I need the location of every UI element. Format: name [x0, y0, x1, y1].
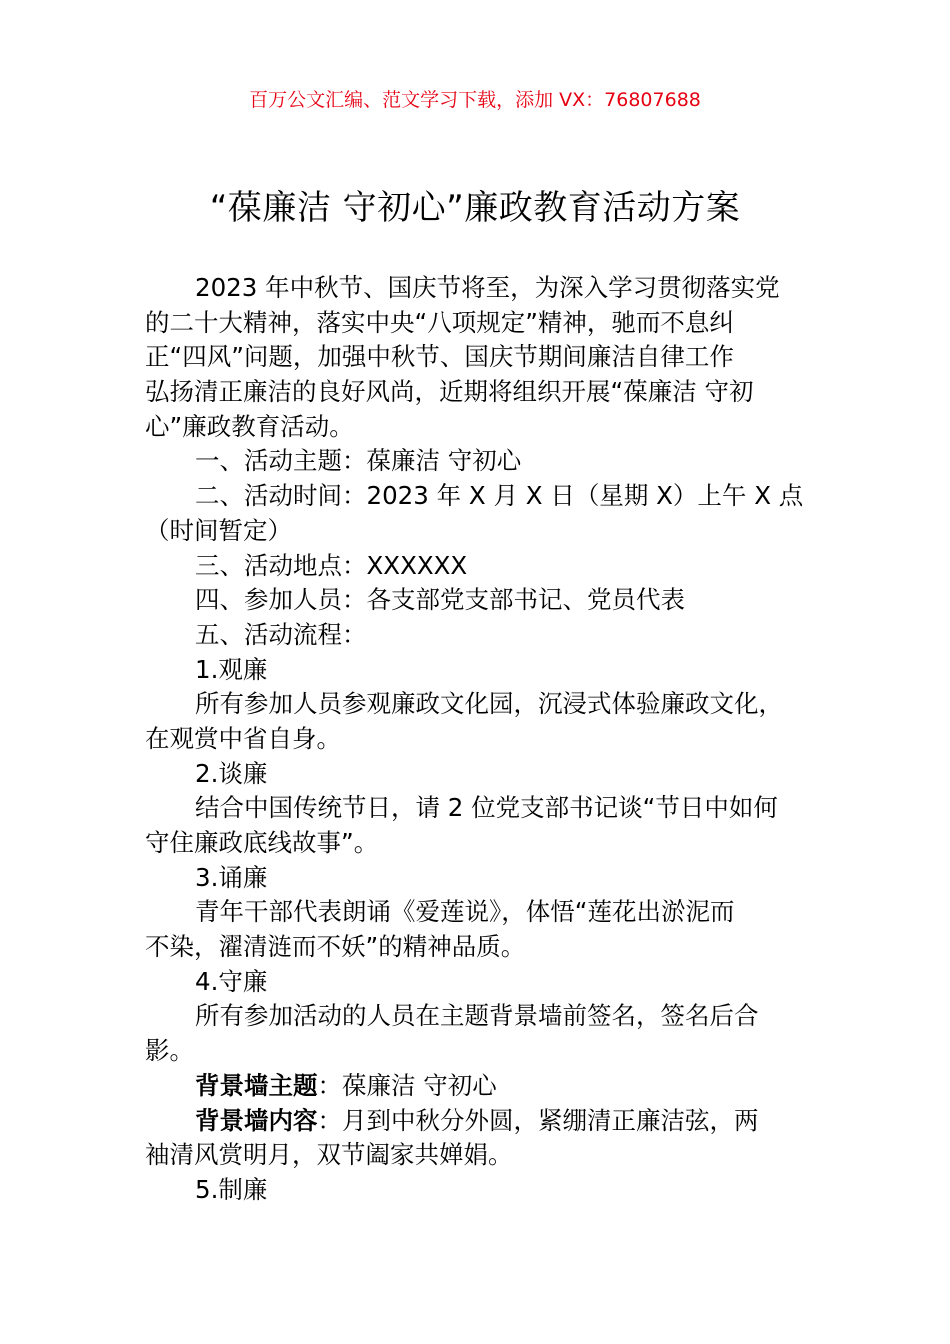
- line-text: 2023 年中秋节、国庆节将至，为深入学习贯彻落实党: [195, 273, 780, 302]
- line-text: 二、活动时间：2023 年 X 月 X 日（星期 X）上午 X 点: [195, 481, 804, 511]
- text-line: [145, 965, 845, 1000]
- line-text: 的二十大精神，落实中央“八项规定”精神，驰而不息纠: [145, 307, 734, 337]
- line-text: 四、参加人员：各支部党支部书记、党员代表: [195, 585, 685, 615]
- line-text: 3.诵廉: [195, 862, 268, 892]
- line-text: 2.谈廉: [195, 758, 268, 788]
- text-line: [145, 687, 845, 722]
- text-line: [145, 306, 845, 341]
- text-line: [145, 791, 845, 826]
- bold-label: 背景墙内容: [195, 1105, 318, 1135]
- text-line: [145, 340, 845, 375]
- text-line: [145, 999, 845, 1034]
- line-text: 在观赏中省自身。: [145, 723, 341, 753]
- line-text: 不染，濯清涟而不妖”的精神品质。: [145, 932, 526, 962]
- text-line: [145, 444, 845, 479]
- line-text: 守住廉政底线故事”。: [145, 828, 379, 857]
- line-text: 三、活动地点：XXXXXX: [195, 550, 468, 580]
- text-line: [145, 375, 845, 410]
- line-text: 正“四风”问题，加强中秋节、国庆节期间廉洁自律工作: [145, 342, 734, 372]
- document-title: “葆廉洁 守初心”廉政教育活动方案: [209, 188, 741, 228]
- line-text: 4.守廉: [195, 966, 268, 996]
- text-line: [145, 583, 845, 618]
- text-line: [145, 757, 845, 792]
- text-line: [145, 410, 845, 445]
- line-text: 影。: [145, 1036, 194, 1066]
- text-line: [145, 895, 845, 930]
- line-text: 1.观廉: [195, 654, 268, 684]
- text-line: [145, 271, 845, 306]
- text-line: [145, 826, 845, 861]
- line-text: 所有参加活动的人员在主题背景墙前签名，签名后合: [195, 1001, 759, 1031]
- text-line: [145, 1173, 845, 1208]
- bold-label: 背景墙主题: [195, 1070, 318, 1100]
- text-line: [145, 653, 845, 688]
- line-text: 青年干部代表朗诵《爱莲说》，体悟“莲花出淤泥而: [195, 897, 735, 927]
- text-line: [145, 1069, 845, 1104]
- text-line: [145, 479, 845, 514]
- line-text: 五、活动流程：: [195, 619, 367, 649]
- line-text: 心”廉政教育活动。: [145, 411, 354, 441]
- watermark-header: 百万公文汇编、范文学习下载，添加 VX：76807688: [249, 89, 701, 111]
- line-text: ：月到中秋分外圆，紧绷清正廉洁弦，两: [317, 1105, 759, 1135]
- text-line: [145, 1034, 845, 1069]
- text-line: [145, 722, 845, 757]
- line-text: 所有参加人员参观廉政文化园，沉浸式体验廉政文化，: [195, 689, 783, 719]
- line-text: 结合中国传统节日，请 2 位党支部书记谈“节日中如何: [195, 793, 778, 823]
- line-text: 5.制廉: [195, 1174, 268, 1204]
- document-body: [145, 271, 845, 1208]
- text-line: [145, 861, 845, 896]
- text-line: [145, 618, 845, 653]
- line-text: 袖清风赏明月，双节阖家共婵娟。: [145, 1140, 513, 1170]
- line-text: 弘扬清正廉洁的良好风尚，近期将组织开展“葆廉洁 守初: [145, 377, 754, 407]
- text-line: [145, 514, 845, 549]
- text-line: [145, 1138, 845, 1173]
- text-line: [145, 930, 845, 965]
- line-text: 一、活动主题：葆廉洁 守初心: [195, 446, 522, 476]
- line-text: （时间暂定）: [145, 515, 292, 545]
- text-line: [145, 1104, 845, 1139]
- text-line: [145, 549, 845, 584]
- line-text: ：葆廉洁 守初心: [317, 1070, 497, 1100]
